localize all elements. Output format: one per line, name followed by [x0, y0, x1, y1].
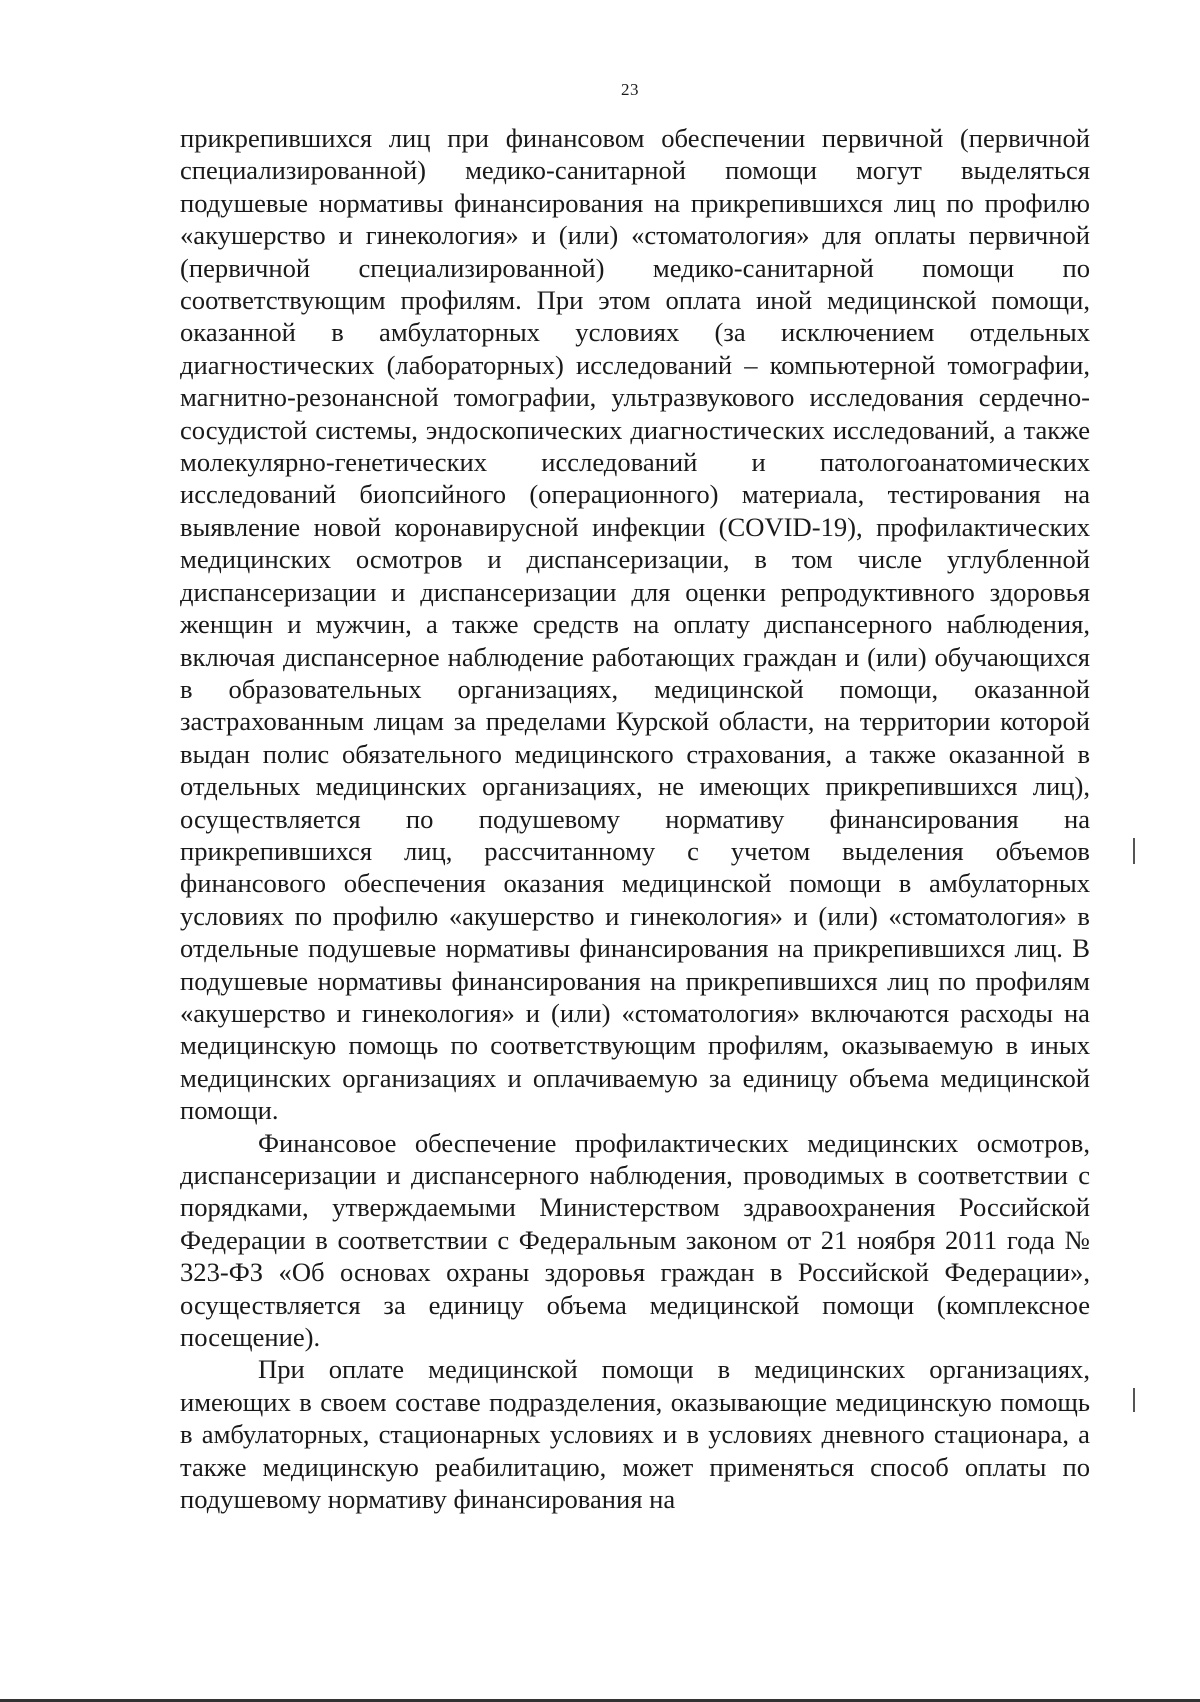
- scan-artifact-mark: [1133, 838, 1135, 864]
- scan-artifact-mark: [1133, 1388, 1135, 1412]
- page-number: 23: [621, 80, 639, 99]
- paragraph-preventive-exams: Финансовое обеспечение профилактических медицинских осмотров, диспансеризации и диспансерного наблюдения, проводимых в соответствии с порядками, утверждаемыми Министерством здравоохранения Российской Федерации в соответствии с Федеральным законом от 21 ноября 2011 года № 323-ФЗ «Об основах охраны здоровья граждан в Российской Федерации», осуществляется за единицу объема медицинской помощи (комплексное посещение).: [180, 1127, 1090, 1353]
- document-body: [180, 122, 1090, 1515]
- paragraph-continuation: прикрепившихся лиц при финансовом обеспечении первичной (первичной специализированной) медико-санитарной помощи могут выделяться подушевые нормативы финансирования на прикрепившихся лиц по профилю «акушерство и гинекология» и (или) «стоматология» для оплаты первичной (первичной специализированной) медико-санитарной помощи по соответствующим профилям. При этом оплата иной медицинской помощи, оказанной в амбулаторных условиях (за исключением отдельных диагностических (лабораторных) исследований – компьютерной томографии, магнитно-резонансной томографии, ультразвукового исследования сердечно-сосудистой системы, эндоскопических диагностических исследований, а также молекулярно-генетических исследований и патологоанатомических исследований биопсийного (операционного) материала, тестирования на выявление новой коронавирусной инфекции (COVID-19), профилактических медицинских осмотров и диспансеризации, в том числе углубленной диспансеризации и диспансеризации для оценки репродуктивного здоровья женщин и мужчин, а также средств на оплату диспансерного наблюдения, включая диспансерное наблюдение работающих граждан и (или) обучающихся в образовательных организациях, медицинской помощи, оказанной застрахованным лицам за пределами Курской области, на территории которой выдан полис обязательного медицинского страхования, а также оказанной в отдельных медицинских организациях, не имеющих прикрепившихся лиц), осуществляется по подушевому нормативу финансирования на прикрепившихся лиц, рассчитанному с учетом выделения объемов финансового обеспечения оказания медицинской помощи в амбулаторных условиях по профилю «акушерство и гинекология» и (или) «стоматология» в отдельные подушевые нормативы финансирования на прикрепившихся лиц. В подушевые нормативы финансирования на прикрепившихся лиц по профилям «акушерство и гинекология» и (или) «стоматология» включаются расходы на медицинскую помощь по соответствующим профилям, оказываемую в иных медицинских организациях и оплачиваемую за единицу объема медицинской помощи.: [180, 123, 1090, 1126]
- paragraph-payment-method: При оплате медицинской помощи в медицинских организациях, имеющих в своем составе подразделения, оказывающие медицинскую помощь в амбулаторных, стационарных условиях и в условиях дневного стационара, а также медицинскую реабилитацию, может применяться способ оплаты по подушевому нормативу финансирования на: [180, 1354, 1090, 1515]
